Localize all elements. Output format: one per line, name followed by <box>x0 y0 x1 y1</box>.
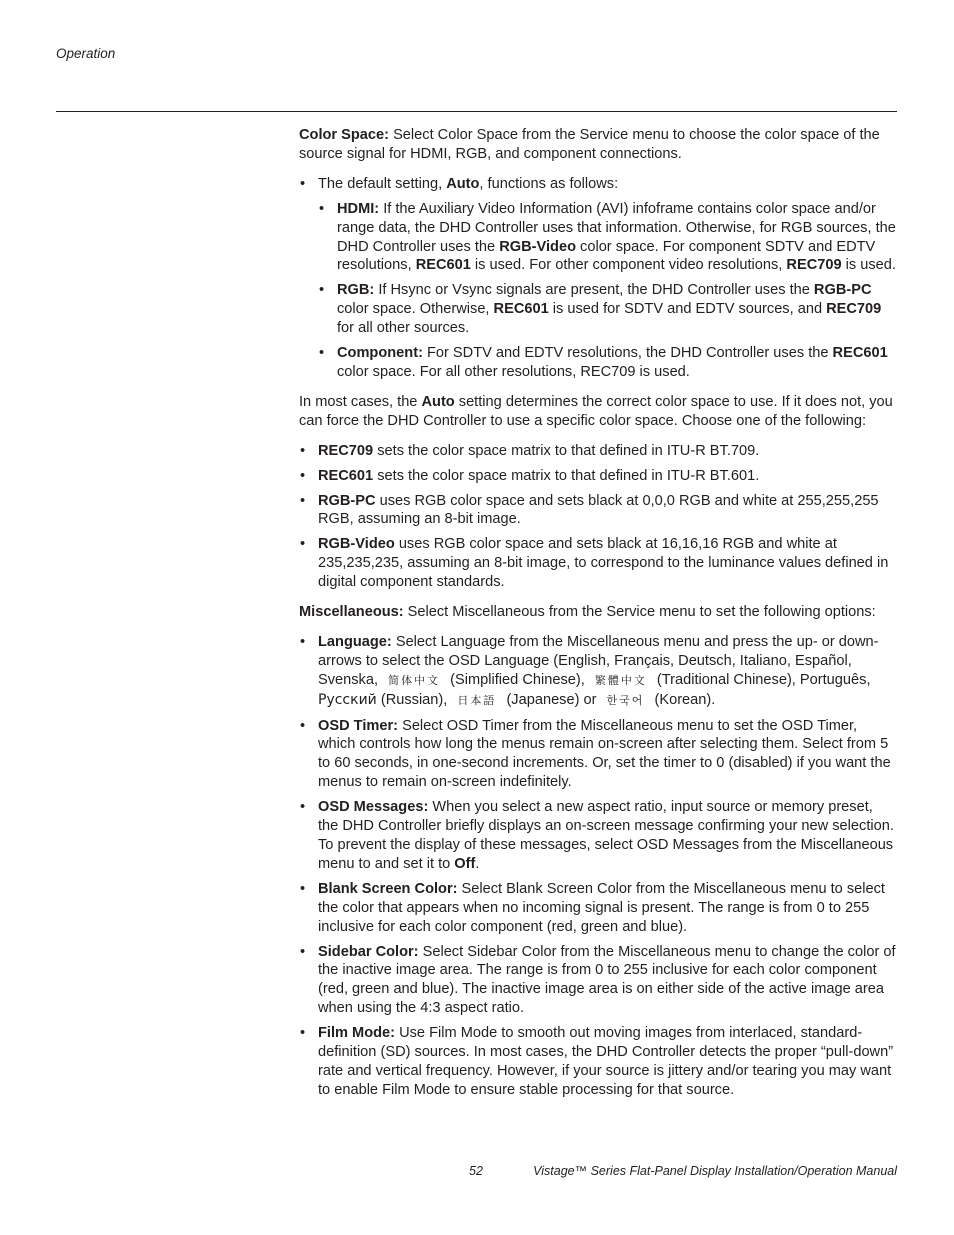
hdmi-item: • HDMI: If the Auxiliary Video Information (AVI) infoframe contains color space and/or range data, the DHD Controller uses that information. Otherwise, for RGB sources, the DHD Controller uses the RGB-Video color space. For component SDTV and EDTV resolutions, REC601 is used. For other component video resolutions, REC709 is used. <box>319 200 896 274</box>
language-item: • Language: Select Language from the Miscellaneous menu and press the up- or down-arrows to select the OSD Language (English, Français, Deutsch, Italiano, Español, Svenska, 简体中文 (Simplified Chinese), 繁體中文 (Traditional Chinese), Português, Русский (Russian), 日本語 (Japanese) or 한국어 (Korean). <box>300 633 879 708</box>
component-item: • Component: For SDTV and EDTV resolutions, the DHD Controller uses the REC601 color space. For all other resolutions, REC709 is used. <box>319 345 888 380</box>
film-mode-item: • Film Mode: Use Film Mode to smooth out moving images from interlaced, standard-definition (SD) sources. In most cases, the DHD Controller detects the proper “pull-down” rate and vertical frequency. However, if your source is jittery and/or tearing you may want to enable Film Mode to ensure stable processing for that source. <box>300 1025 894 1098</box>
header-rule <box>56 111 897 112</box>
misc-label: Miscellaneous: <box>299 604 404 621</box>
russian-text: Русский <box>318 691 377 708</box>
korean-text: 한국어 <box>606 693 645 707</box>
default-setting-list <box>299 175 897 382</box>
traditional-chinese-text: 繁體中文 <box>594 673 647 687</box>
footer-title: Vistage™ Series Flat-Panel Display Installation/Operation Manual <box>533 1164 897 1178</box>
page-number: 52 <box>469 1164 483 1178</box>
option-rgb-pc: • RGB-PC uses RGB color space and sets black at 0,0,0 RGB and white at 255,255,255 RGB, assuming an 8-bit image. <box>300 492 879 528</box>
option-rec601: • REC601 sets the color space matrix to that defined in ITU-R BT.601. <box>300 467 760 484</box>
color-space-intro: Color Space: Select Color Space from the Service menu to choose the color space of the source signal for HDMI, RGB, and component connections. <box>299 127 880 162</box>
auto-behavior-list <box>318 200 897 382</box>
page-body <box>299 126 897 1111</box>
japanese-text: 日本語 <box>457 693 497 707</box>
osd-timer-item: • OSD Timer: Select OSD Timer from the Miscellaneous menu to set the OSD Timer, which controls how long the menus remain on-screen after selecting them. Select from 5 to 60 seconds, in one-second increments. Or, set the timer to 0 (disabled) if you want the menus to remain on-screen indefinitely. <box>300 717 891 791</box>
rgb-item: • RGB: If Hsync or Vsync signals are present, the DHD Controller uses the RGB-PC color space. Otherwise, REC601 is used for SDTV and EDTV sources, and REC709 for all other sources. <box>319 282 882 337</box>
sidebar-color-item: • Sidebar Color: Select Sidebar Color from the Miscellaneous menu to change the color of the inactive image area. The range is from 0 to 255 inclusive for each color component (red, green and blue). The inactive image area is on either side of the active image area when using the 4:3 aspect ratio. <box>300 943 896 1017</box>
misc-intro: Miscellaneous: Select Miscellaneous from the Service menu to set the following options: <box>299 604 876 621</box>
color-space-options-list <box>299 442 897 592</box>
misc-options-list <box>299 633 897 1100</box>
simplified-chinese-text: 简体中文 <box>388 673 441 687</box>
osd-messages-item: • OSD Messages: When you select a new aspect ratio, input source or memory preset, the DHD Controller briefly displays an on-screen message confirming your new selection. To prevent the display of these messages, select OSD Messages from the Miscellaneous menu to and set it to Off. <box>300 799 894 872</box>
blank-screen-color-item: • Blank Screen Color: Select Blank Screen Color from the Miscellaneous menu to select the color that appears when no incoming signal is present. The range is from 0 to 255 inclusive for each color component (red, green and blue). <box>300 880 885 935</box>
list-item: • The default setting, Auto, functions as follows: • HDMI: If the Auxiliary Video Information (AVI) infoframe contains color space and/or range data, the DHD Controller uses that information. Otherwise, for RGB sources, the DHD Controller uses the RGB-Video color space. For component SDTV and EDTV resolutions, REC601 is used. For other component video resolutions, REC709 is used. • RGB: If Hsync or Vsync signals are present, the DHD Controller uses the RGB-PC color space. Otherwise, REC601 is used for SDTV and EDTV sources, and REC709 for all other sources. • Component: For SDTV and EDTV resolutions, the DHD Controller uses the REC601 color space. For all other resolutions, REC709 is used. <box>300 175 896 380</box>
running-header: Operation <box>56 46 116 61</box>
force-color-space-paragraph: In most cases, the Auto setting determines the correct color space to use. If it does not, you can force the DHD Controller to use a specific color space. Choose one of the following: <box>299 393 893 429</box>
option-rgb-video: • RGB-Video uses RGB color space and sets black at 16,16,16 RGB and white at 235,235,235, assuming an 8-bit image, to correspond to the luminance values defined in digital component standards. <box>300 536 889 591</box>
color-space-label: Color Space: <box>299 127 390 143</box>
option-rec709: • REC709 sets the color space matrix to that defined in ITU-R BT.709. <box>300 442 760 459</box>
